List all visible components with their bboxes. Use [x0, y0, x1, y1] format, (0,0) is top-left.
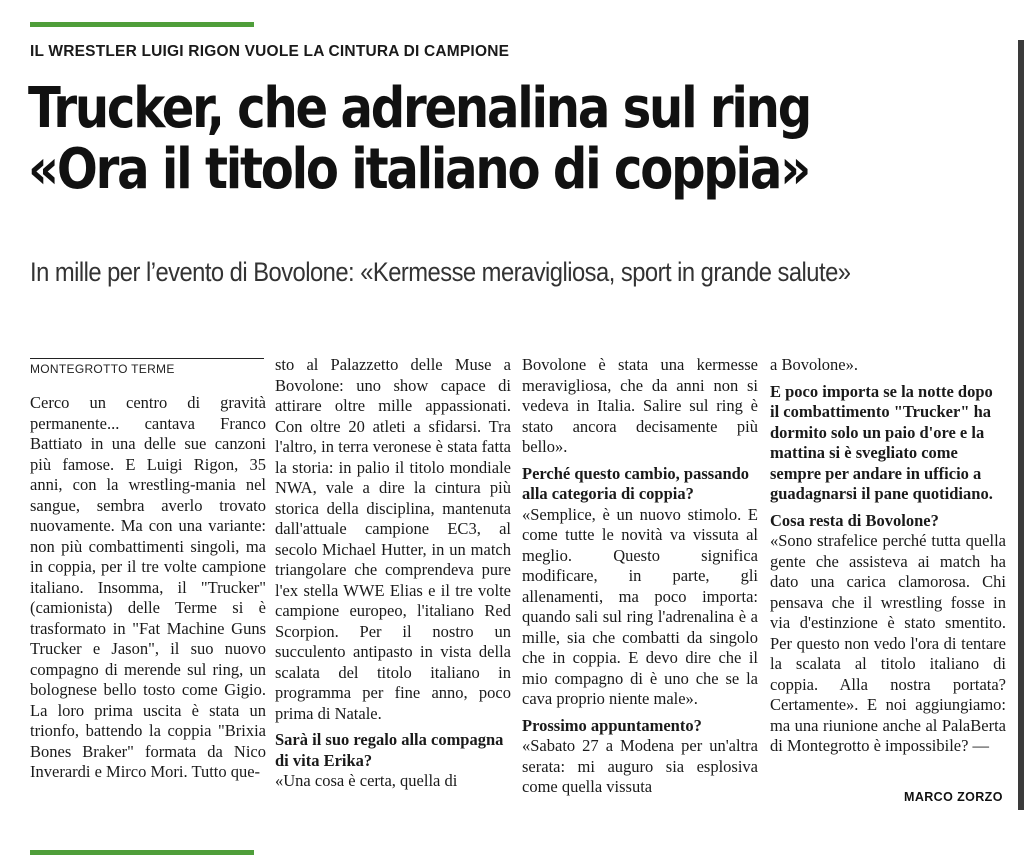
body-paragraph: a Bovolone». [770, 355, 858, 374]
subheadline: In mille per l’evento di Bovolone: «Kermesse meravigliosa, sport in grande salute» [30, 257, 851, 287]
body-paragraph: Bovolone è stata una kermesse meravigliosa, che da anni non si vedeva in Italia. Salire sul ring è stato ancora decisamente più bello». [522, 355, 758, 456]
column-4 [770, 355, 1006, 757]
body-paragraph: Cerco un centro di gravità permanente... cantava Franco Battiato in una delle sue canzoni più famose. E Luigi Rigon, 35 anni, con la wrestling-mania nel sangue, sembra averlo trovato nuovamente. Ma con una variante: non più combattimenti singoli, ma in coppia, per il tre volte campione italiano. Insomma, il "Trucker" (camionista) delle Terme si è trasformato in "Fat Machine Guns Trucker e Jason", il suo nuovo compagno di merende sul ring, un bolognese bello tosto come Gigio. La loro prima uscita è stata un trionfo, battendo la coppia "Brixia Bones Braker" formata da Nico Inverardi e Mirco Mori. Tutto que- [30, 393, 266, 781]
body-paragraph: «Sabato 27 a Modena per un'altra serata: mi auguro sia esplosiva come quella vissuta [522, 736, 758, 796]
interview-question: Sarà il suo regalo alla compagna di vita Erika? [275, 730, 504, 770]
headline-line-1: Trucker, che adrenalina sul ring [28, 76, 810, 141]
bottom-accent-rule [30, 850, 254, 855]
interview-question: Prossimo appuntamento? [522, 715, 702, 735]
column-1 [30, 393, 266, 783]
body-paragraph: «Una cosa è certa, quella di [275, 771, 458, 790]
column-3 [522, 355, 758, 798]
interview-question: Cosa resta di Bovolone? [770, 510, 939, 530]
interview-question: Perché questo cambio, passando alla categoria di coppia? [522, 463, 750, 503]
bold-paragraph: E poco importa se la notte dopo il combattimento "Trucker" ha dormito solo un paio d'ore e la mattina si è svegliato come sempre per andare in ufficio a guadagnarsi il pane quotidiano. [770, 381, 993, 503]
body-paragraph: sto al Palazzetto delle Muse a Bovolone: uno show capace di attirare oltre mille appassionati. Con oltre 20 atleti a sfidarsi. Tra l'altro, in terra veronese è stata fatta la storia: in palio il titolo mondiale NWA, vale a dire la cintura più storica della disciplina, mantenuta dall'attuale campione EC3, al secolo Michael Hutter, in un match triangolare che comprendeva pure l'ex stella WWE Elias e il tre volte campione europeo, l'italiano Red Scorpion. Per il nostro un succulento antipasto in vista della scalata del titolo italiano in programma per fine anno, poco prima di Natale. [275, 355, 511, 723]
body-paragraph: «Semplice, è un nuovo stimolo. E come tutte le novità va vissuta al meglio. Questo significa modificare, in parte, gli allenamenti, ma poco importa: quando sali sul ring l'adrenalina è a mille, sia che combatti da singolo che in coppia. E devo dire che il mio compagno di è uno che se la cava proprio niente male». [522, 504, 758, 708]
adjacent-page-edge [1018, 40, 1024, 810]
column-2 [275, 355, 511, 792]
kicker: IL WRESTLER LUIGI RIGON VUOLE LA CINTURA DI CAMPIONE [30, 43, 510, 60]
author-signature: MARCO ZORZO [904, 790, 1003, 804]
headline [28, 78, 871, 200]
headline-line-2: «Ora il titolo italiano di coppia» [28, 137, 809, 202]
dateline: MONTEGROTTO TERME [30, 358, 264, 376]
top-accent-rule [30, 22, 254, 27]
body-paragraph: «Sono strafelice perché tutta quella gente che assisteva ai match ha dato una carica clamorosa. Chi pensava che il wrestling fosse in via d'estinzione è stato smentito. Per questo non vedo l'ora di tentare la scalata al titolo italiano di coppia. Alla nostra portata? Certamente». E noi aggiungiamo: ma una riunione anche al PalaBerta di Montegrotto è impossibile? — [770, 531, 1006, 755]
